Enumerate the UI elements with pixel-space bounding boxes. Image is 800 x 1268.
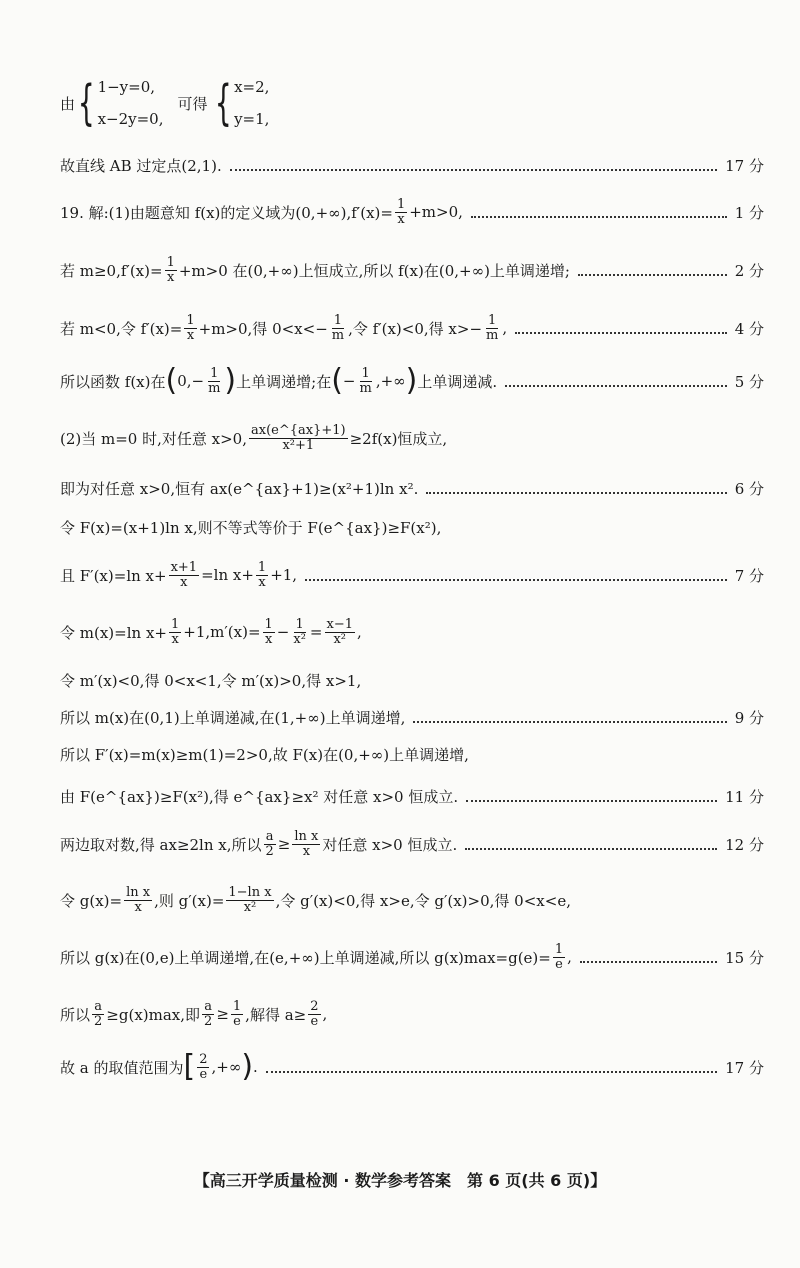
text: ≥g(x)max,即	[106, 1005, 201, 1024]
text: ,解得 a≥	[245, 1005, 307, 1024]
equation-system: { 1−y=0, x−2y=0,	[77, 75, 164, 131]
text: (2)当 m=0 时,对任意 x>0,	[60, 429, 247, 448]
fraction: $\frac{ax(e\^{}\{ax\}+1)}{\text{x²+1}}$	[251, 423, 346, 453]
solution-line	[60, 786, 764, 807]
score: 2 分	[734, 261, 764, 280]
score: 12 分	[725, 835, 764, 854]
text: +m>0,得 0<x<−	[198, 319, 328, 338]
score: 17 分	[725, 1058, 764, 1077]
text: 且 F′(x)=ln x+	[60, 566, 167, 585]
text: 由	[60, 94, 76, 113]
text: 19. 解:(1)由题意知 f(x)的定义域为(0,+∞),f′(x)=	[60, 203, 393, 222]
text: .	[253, 1058, 258, 1076]
text: 令 m(x)=ln x+	[60, 623, 167, 642]
fraction: $\frac{\text{ln x}}{x}$	[126, 885, 151, 915]
solution-line: 故 a 的取值范围为 [ $\frac{2}{e}$ ,+∞ ) . 17 分	[60, 1049, 764, 1084]
text: ≥	[216, 1005, 229, 1024]
text: 若 m<0,令 f′(x)=	[60, 319, 183, 338]
score: 7 分	[734, 566, 764, 585]
text: ≥	[277, 835, 291, 854]
fraction: $\frac{\text{ln x}}{x}$	[294, 829, 319, 859]
text: +m>0 在(0,+∞)上恒成立,所以 f(x)在(0,+∞)上单调递增;	[178, 261, 570, 280]
fraction: $\frac{\text{1−ln x}}{\text{x²}}$	[228, 885, 272, 915]
solution-line	[60, 1000, 764, 1028]
text: ,+∞	[211, 1058, 242, 1076]
text: 令 F(x)=(x+1)ln x,则不等式等价于 F(e^{ax})≥F(x²),	[60, 519, 442, 537]
fraction: $\frac{1}{x}$	[257, 560, 267, 590]
solution-line	[60, 198, 764, 226]
solution-line	[60, 314, 764, 342]
solution-line	[60, 886, 764, 914]
score: 6 分	[734, 480, 764, 498]
score: 15 分	[725, 948, 764, 967]
text: +m>0,	[409, 203, 463, 222]
equation: x=2,	[234, 78, 270, 96]
text: 令 m′(x)<0,得 0<x<1,令 m′(x)>0,得 x>1,	[60, 672, 362, 690]
text: ,则 g′(x)=	[154, 891, 225, 910]
solution-line	[60, 517, 764, 538]
text: ,	[502, 319, 508, 338]
system-line	[60, 75, 764, 131]
text: 所以 m(x)在(0,1)上单调递减,在(1,+∞)上单调递增,	[60, 709, 406, 727]
fraction: $\frac{a}{2}$	[94, 999, 103, 1029]
text: ,+∞	[375, 372, 406, 390]
score: 4 分	[734, 319, 764, 338]
fraction: $\frac{1}{x}$	[170, 617, 180, 647]
text: 上单调递增;在	[236, 372, 332, 391]
fraction: $\frac{1}{x}$	[186, 313, 195, 343]
text: 故 a 的取值范围为	[60, 1058, 184, 1077]
text: 0,−	[177, 372, 205, 390]
equation-system: { x=2, y=1,	[214, 75, 270, 131]
text: 两边取对数,得 ax≥2ln x,所以	[60, 835, 262, 854]
equation: y=1,	[234, 110, 270, 128]
text: −	[342, 372, 356, 390]
solution-line	[60, 424, 764, 452]
score: 11 分	[725, 788, 764, 806]
fraction: $\frac{1}{m}$	[486, 313, 499, 343]
solution-line	[60, 478, 764, 499]
fraction: $\frac{1}{x}$	[166, 255, 175, 285]
solution-line	[60, 744, 764, 765]
text: 对任意 x>0 恒成立.	[322, 835, 458, 854]
fraction: $\frac{1}{m}$	[208, 365, 221, 396]
text: ,	[322, 1005, 328, 1024]
text: −	[276, 623, 290, 642]
solution-line: 所以函数 f(x)在 ( 0,− $\frac{1}{m}$ ) 上单调递增;在 ( − $\frac{1}{m}$ ,+∞ ) 上单调递减. 5 分	[60, 363, 764, 398]
text: 由 F(e^{ax})≥F(x²),得 e^{ax}≥x² 对任意 x>0 恒成立.	[60, 788, 459, 806]
score: 5 分	[734, 372, 764, 391]
fraction: $\frac{1}{e}$	[554, 942, 564, 972]
solution-line	[60, 670, 764, 691]
text: ,	[567, 948, 572, 967]
text: ,令 f′(x)<0,得 x>−	[348, 319, 483, 338]
fraction: $\frac{1}{e}$	[232, 999, 242, 1029]
fraction: $\frac{a}{2}$	[265, 829, 274, 859]
text: ≥2f(x)恒成立,	[349, 429, 448, 448]
text: 即为对任意 x>0,恒有 ax(e^{ax}+1)≥(x²+1)ln x².	[60, 480, 419, 498]
fraction: $\frac{1}{x}$	[264, 617, 273, 647]
solution-line	[60, 561, 764, 589]
equation: 1−y=0,	[97, 78, 156, 96]
text: ,令 g′(x)<0,得 x>e,令 g′(x)>0,得 0<x<e,	[275, 891, 571, 910]
text: +1,m′(x)=	[183, 623, 261, 642]
fraction: $\frac{1}{x}$	[396, 197, 406, 227]
solution-line	[60, 155, 764, 176]
solution-line	[60, 830, 764, 858]
solution-line	[60, 707, 764, 728]
text: 上单调递减.	[417, 372, 498, 391]
fraction: $\frac{1}{\text{x²}}$	[293, 617, 306, 647]
text: ,	[357, 623, 362, 642]
text: +1,	[270, 566, 298, 585]
text: 若 m≥0,f′(x)=	[60, 261, 163, 280]
fraction: $\frac{x+1}{x}$	[170, 560, 198, 590]
page-footer: 【高三开学质量检测 · 数学参考答案 第 6 页(共 6 页)】	[193, 1171, 607, 1190]
text: 所以 F′(x)=m(x)≥m(1)=2>0,故 F(x)在(0,+∞)上单调递增,	[60, 746, 469, 764]
fraction: $\frac{2}{e}$	[199, 1051, 208, 1082]
text: 令 g(x)=	[60, 891, 123, 910]
fraction: $\frac{1}{m}$	[359, 365, 372, 396]
text: 所以函数 f(x)在	[60, 372, 166, 391]
text: =	[309, 623, 323, 642]
score: 17 分	[725, 157, 764, 175]
solution-line	[60, 943, 764, 971]
fraction: $\frac{2}{e}$	[310, 999, 319, 1029]
solution-line	[60, 256, 764, 284]
text: 可得	[177, 94, 208, 113]
text: 所以 g(x)在(0,e)上单调递增,在(e,+∞)上单调递减,所以 g(x)max=g(e)=	[60, 948, 551, 967]
equation: x−2y=0,	[97, 110, 164, 128]
score: 9 分	[734, 709, 764, 727]
fraction: $\frac{x-1}{\text{x²}}$	[326, 617, 353, 647]
solution-line	[60, 618, 764, 646]
fraction: $\frac{1}{m}$	[331, 313, 345, 343]
text: =ln x+	[201, 566, 254, 585]
score: 1 分	[734, 203, 764, 222]
text: 故直线 AB 过定点(2,1).	[60, 157, 222, 175]
text: 所以	[60, 1005, 91, 1024]
fraction: $\frac{a}{2}$	[204, 999, 213, 1029]
